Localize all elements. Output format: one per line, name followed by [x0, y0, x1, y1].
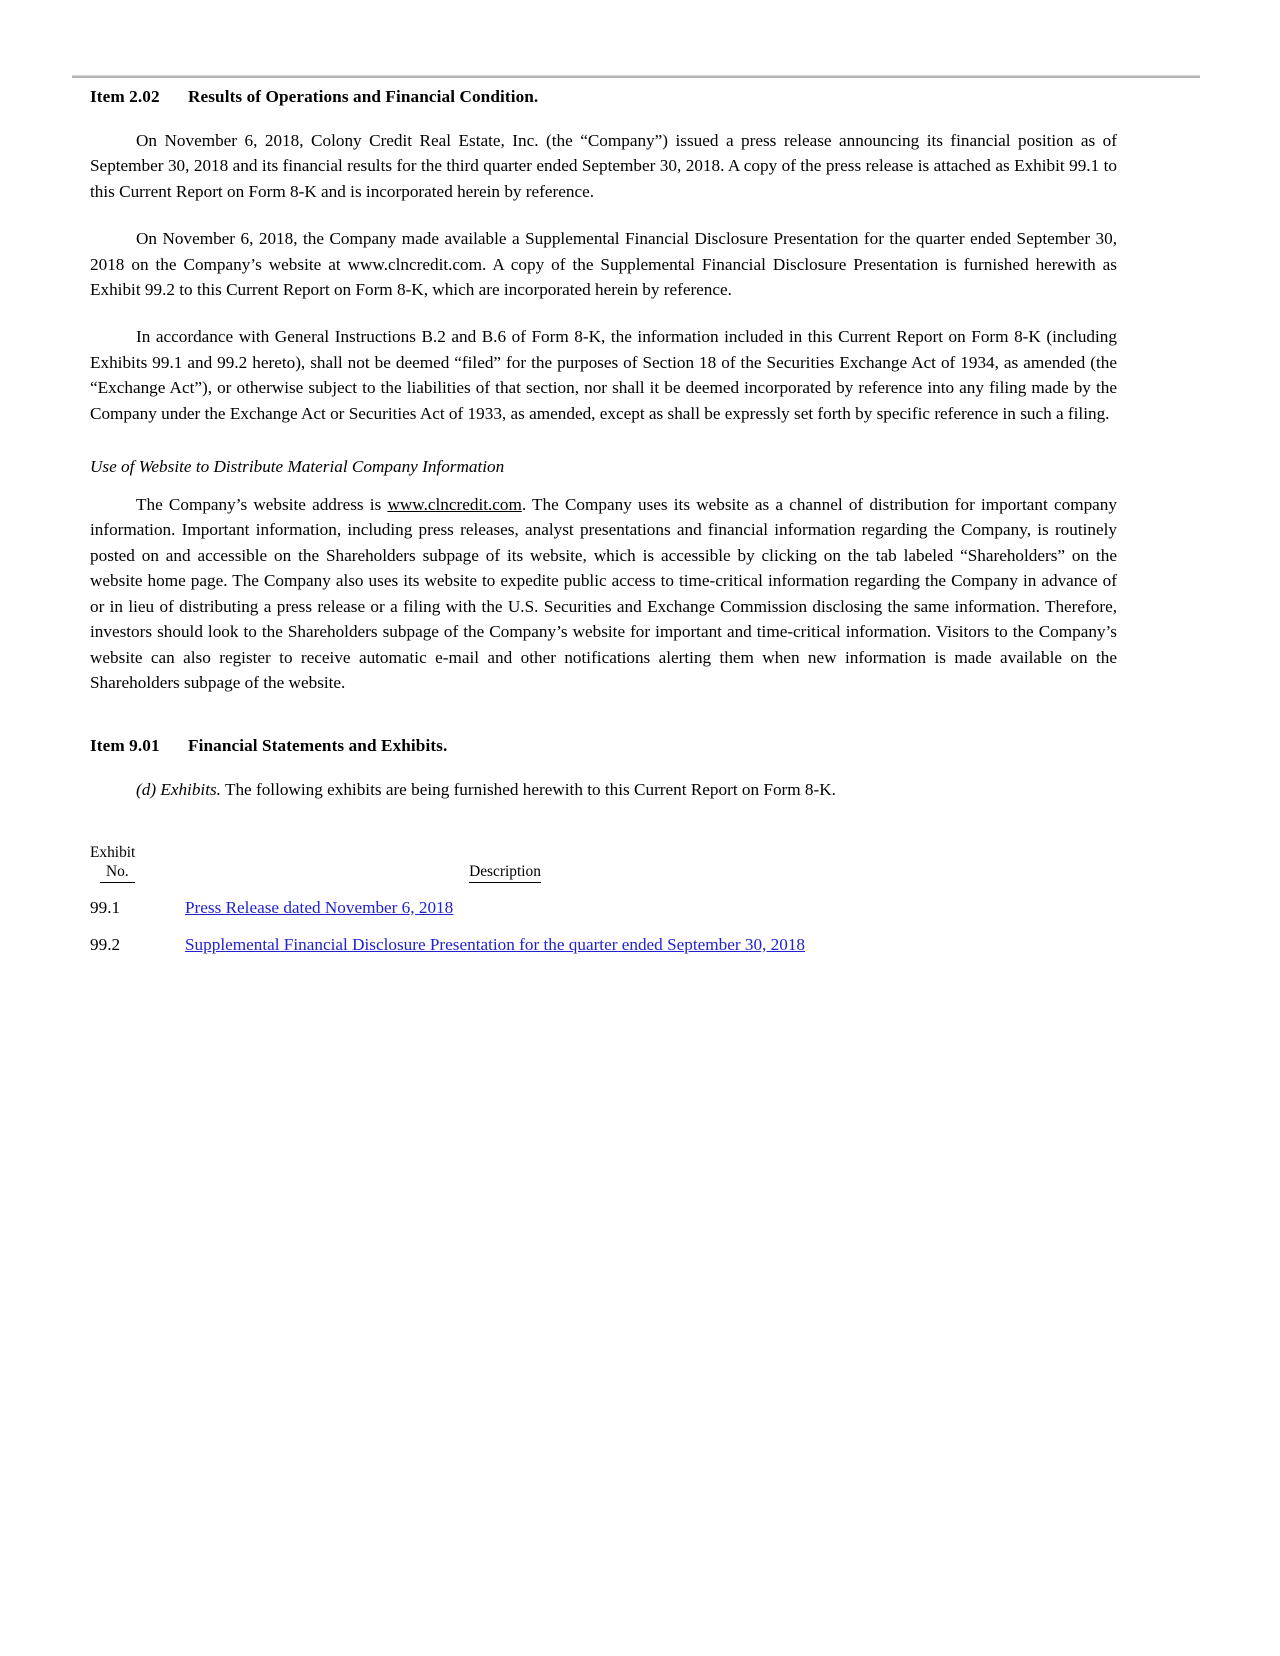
spacer	[90, 803, 1117, 843]
exhibit-no-header-line2: No.	[100, 862, 135, 883]
clncredit-website-link[interactable]: www.clncredit.com	[387, 495, 522, 515]
item-2-02-paragraph-1: On November 6, 2018, Colony Credit Real Estate, Inc. (the “Company”) issued a press release announcing its financial position as of September 30, 2018 and its financial results for the third quarter ended September 30, 2018. A copy of the press release is attached as Exhibit 99.1 to this Current Report on Form 8-K and is incorporated herein by reference.	[90, 131, 1117, 201]
item-2-02-paragraph-3: In accordance with General Instructions B.2 and B.6 of Form 8-K, the information included in this Current Report on Form 8-K (including Exhibits 99.1 and 99.2 hereto), shall not be deemed “filed” for the purposes of Section 18 of the Securities Exchange Act of 1934, as amended (the “Exchange Act”), or otherwise subject to the liabilities of that section, nor shall it be deemed incorporated by reference into any filing made by the Company under the Exchange Act or Securities Act of 1933, as amended, except as shall be expressly set forth by specific reference in such a filing.	[90, 327, 1117, 423]
description-column-header	[185, 843, 825, 883]
exhibit-table-header-row	[90, 843, 825, 883]
exhibit-99-1-link[interactable]: Press Release dated November 6, 2018	[185, 897, 454, 917]
exhibit-number-cell: 99.2	[90, 934, 121, 954]
exhibit-number-cell: 99.1	[90, 897, 121, 917]
document-content	[90, 86, 1117, 957]
exhibit-table-body	[90, 883, 825, 957]
exhibit-description-cell	[185, 883, 825, 920]
spacer	[90, 695, 1117, 735]
exhibits-lead-paragraph	[90, 777, 1117, 802]
item-2-02-heading	[90, 86, 1117, 108]
exhibit-no-header-line1: Exhibit	[90, 843, 136, 861]
website-use-paragraph	[90, 492, 1117, 695]
item-2-02-title: Results of Operations and Financial Condition.	[188, 87, 539, 106]
table-row	[90, 883, 825, 920]
spacer	[90, 763, 1117, 777]
item-2-02-paragraph-2: On November 6, 2018, the Company made available a Supplemental Financial Disclosure Presentation for the quarter ended September 30, 2018 on the Company’s website at www.clncredit.com. A copy of the Supplemental Financial Disclosure Presentation is furnished herewith as Exhibit 99.2 to this Current Report on Form 8-K, which are incorporated herein by reference.	[90, 229, 1117, 300]
spacer	[90, 478, 1117, 492]
exhibit-description-cell	[185, 920, 825, 957]
website-use-heading: Use of Website to Distribute Material Company Information	[90, 457, 505, 477]
exhibits-lead-rest: The following exhibits are being furnished herewith to this Current Report on Form 8-K.	[220, 780, 836, 800]
item-9-01-heading	[90, 735, 1117, 757]
exhibit-no-column-header	[90, 843, 185, 883]
description-header-label: Description	[469, 862, 541, 883]
exhibit-table	[90, 843, 825, 957]
page-top-divider	[72, 75, 1200, 78]
spacer	[90, 204, 1117, 226]
exhibits-lead-italic: (d) Exhibits.	[136, 780, 221, 800]
exhibit-99-2-link[interactable]: Supplemental Financial Disclosure Presentation for the quarter ended September 30, 2018	[185, 934, 806, 954]
spacer	[90, 426, 1117, 456]
exhibit-table-head	[90, 843, 825, 883]
spacer	[90, 114, 1117, 128]
item-9-01-number: Item 9.01	[90, 736, 160, 756]
item-9-01-title: Financial Statements and Exhibits.	[188, 736, 448, 756]
website-use-text-suffix: . The Company uses its website as a channel of distribution for important company information. Important information, including press releases, analyst presentations and financial information regarding the Company, is routinely posted on and accessible on the Shareholders subpage of its website, which is accessible by clicking on the tab labeled “Shareholders” on the website home page. The Company also uses its website to expedite public access to time-critical information regarding the Company in advance of or in lieu of distributing a press release or a filing with the U.S. Securities and Exchange Commission disclosing the same information. Therefore, investors should look to the Shareholders subpage of the Company’s website for important and time-critical information. Visitors to the Company’s website can also register to receive automatic e-mail and other notifications alerting them when new information is made available on the Shareholders subpage of the website.	[90, 495, 1117, 692]
website-use-text-prefix: The Company’s website address is	[136, 495, 388, 515]
spacer	[90, 302, 1117, 324]
item-2-02-number: Item 2.02	[90, 87, 160, 106]
table-row	[90, 920, 825, 957]
